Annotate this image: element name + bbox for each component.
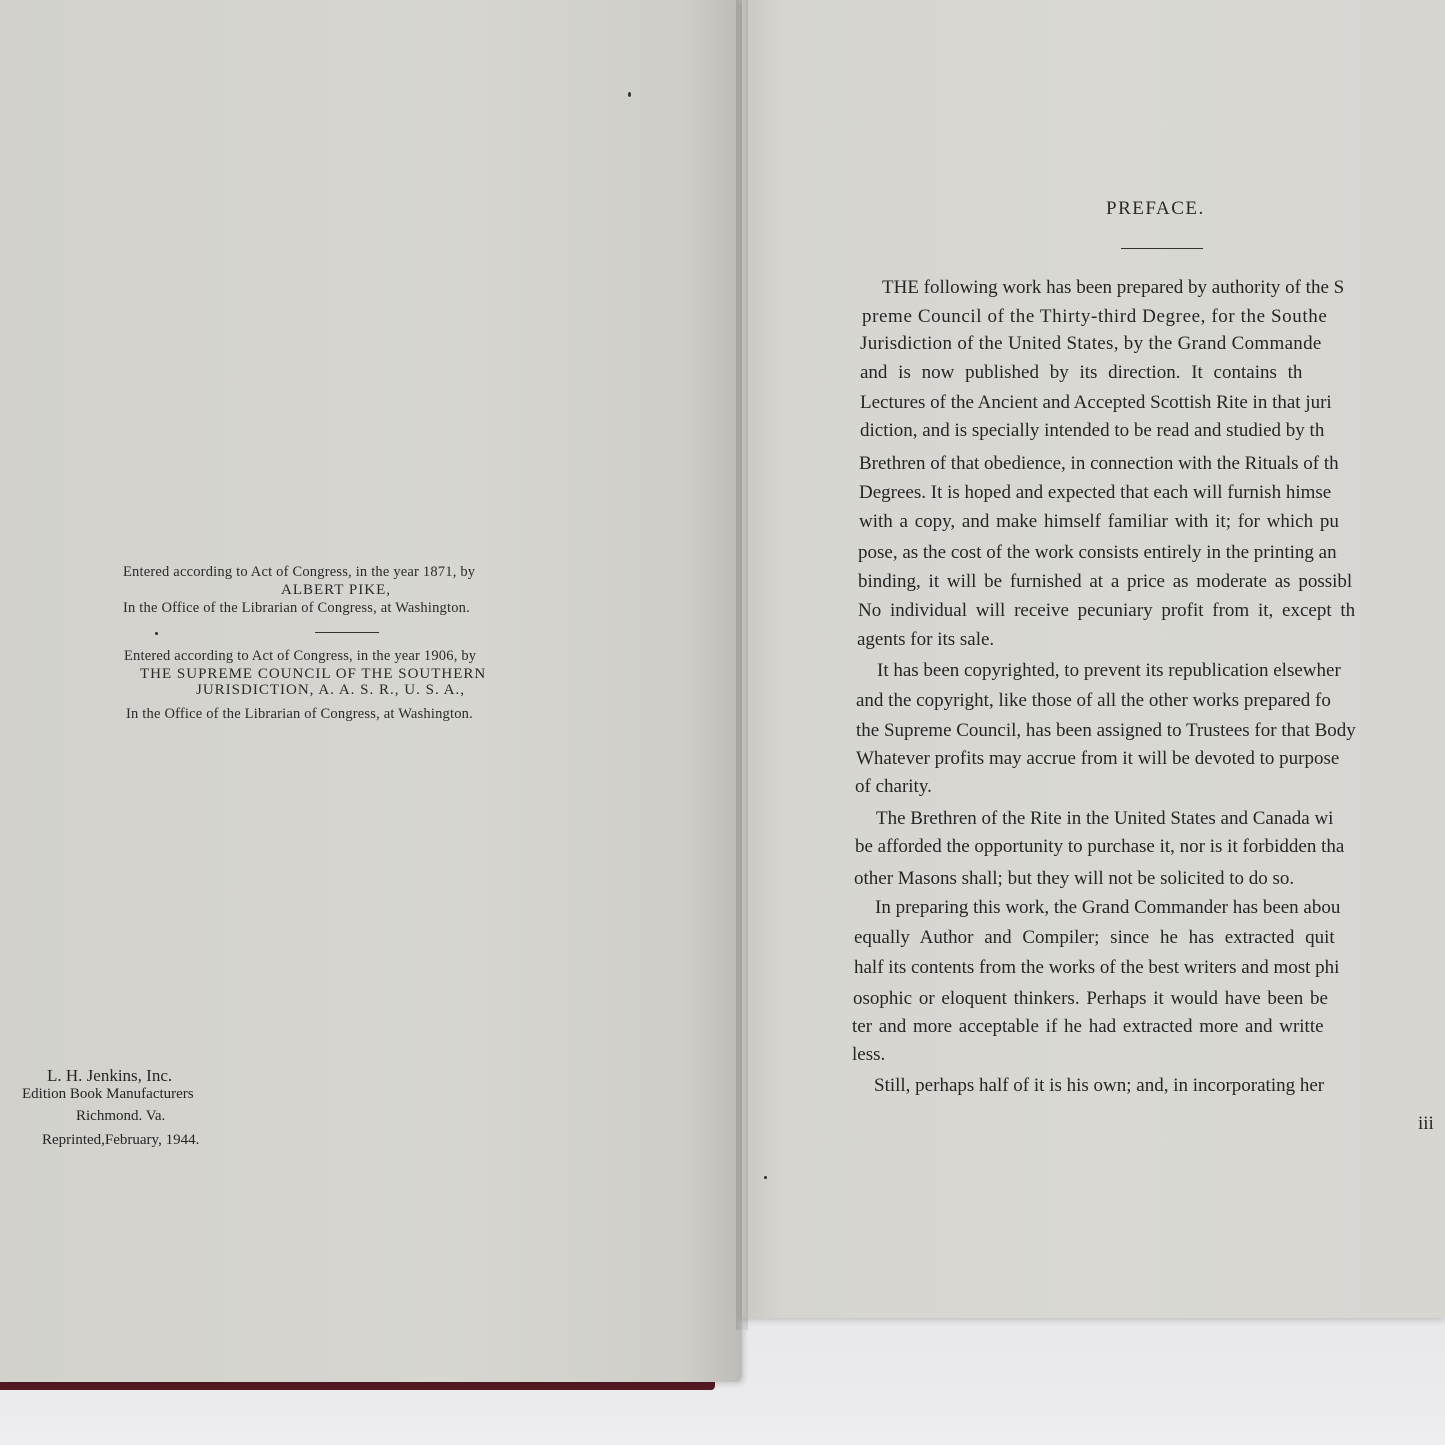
- copyright-line-1: Entered according to Act of Congress, in the year 1871, by: [123, 564, 476, 580]
- preface-line-22: In preparing this work, the Grand Commander has been abou: [875, 897, 1341, 918]
- preface-line-24: half its contents from the works of the best writers and most phi: [854, 957, 1340, 978]
- preface-line-26: ter and more acceptable if he had extracted more and writte: [852, 1016, 1324, 1037]
- copyright-line-5: THE SUPREME COUNCIL OF THE SOUTHERN: [140, 666, 487, 682]
- copyright-line-3: In the Office of the Librarian of Congress, at Washington.: [123, 600, 470, 616]
- preface-line-28: Still, perhaps half of it is his own; and, in incorporating her: [874, 1075, 1325, 1096]
- preface-line-13: agents for its sale.: [857, 629, 995, 650]
- preface-line-2: preme Council of the Thirty-third Degree, for the Southe: [862, 306, 1328, 327]
- preface-line-15: and the copyright, like those of all the other works prepared fo: [856, 690, 1331, 711]
- preface-line-17: Whatever profits may accrue from it will be devoted to purpose: [856, 748, 1340, 769]
- preface-line-14: It has been copyrighted, to prevent its republication elsewher: [877, 660, 1341, 681]
- preface-line-9: with a copy, and make himself familiar with it; for which pu: [859, 511, 1339, 532]
- printer-line-1: L. H. Jenkins, Inc.: [47, 1066, 173, 1085]
- printer-line-2: Edition Book Manufacturers: [22, 1086, 194, 1102]
- preface-line-18: of charity.: [855, 776, 932, 797]
- preface-line-4: and is now published by its direction. It contains th: [860, 362, 1303, 383]
- preface-line-27: less.: [852, 1044, 886, 1065]
- ink-speck: [764, 1176, 767, 1179]
- preface-line-16: the Supreme Council, has been assigned to Trustees for that Body: [856, 720, 1356, 741]
- preface-line-8: Degrees. It is hoped and expected that each will furnish himse: [859, 482, 1332, 503]
- printer-line-3: Richmond. Va.: [76, 1108, 166, 1124]
- ink-speck: [155, 632, 158, 635]
- copyright-line-2: ALBERT PIKE,: [281, 582, 391, 598]
- page-number: iii: [1418, 1113, 1434, 1134]
- preface-line-21: other Masons shall; but they will not be solicited to do so.: [854, 868, 1295, 889]
- copyright-line-6: JURISDICTION, A. A. S. R., U. S. A.,: [196, 682, 465, 698]
- preface-line-3: Jurisdiction of the United States, by the Grand Commande: [860, 333, 1322, 354]
- preface-line-1: THE following work has been prepared by authority of the S: [882, 277, 1345, 298]
- preface-line-10: pose, as the cost of the work consists entirely in the printing an: [858, 542, 1337, 563]
- preface-line-20: be afforded the opportunity to purchase it, nor is it forbidden tha: [855, 836, 1345, 857]
- preface-title: PREFACE.: [1106, 198, 1205, 219]
- copyright-divider: [315, 632, 379, 633]
- right-page: [742, 0, 1445, 1318]
- book-gutter: [736, 0, 748, 1330]
- preface-line-23: equally Author and Compiler; since he has extracted quit: [854, 927, 1335, 948]
- preface-line-7: Brethren of that obedience, in connection with the Rituals of th: [859, 453, 1339, 474]
- left-page: [0, 0, 742, 1382]
- preface-line-11: binding, it will be furnished at a price as moderate as possibl: [858, 571, 1353, 592]
- preface-line-6: diction, and is specially intended to be read and studied by th: [860, 420, 1325, 441]
- copyright-line-7: In the Office of the Librarian of Congress, at Washington.: [126, 706, 473, 722]
- ink-speck: [628, 92, 631, 97]
- preface-line-5: Lectures of the Ancient and Accepted Scottish Rite in that juri: [860, 392, 1332, 413]
- preface-line-12: No individual will receive pecuniary profit from it, except th: [858, 600, 1356, 621]
- preface-line-19: The Brethren of the Rite in the United States and Canada wi: [876, 808, 1334, 829]
- title-divider: [1121, 248, 1203, 249]
- printer-line-4: Reprinted,February, 1944.: [42, 1132, 200, 1148]
- preface-line-25: osophic or eloquent thinkers. Perhaps it would have been be: [853, 988, 1328, 1009]
- copyright-line-4: Entered according to Act of Congress, in the year 1906, by: [124, 648, 477, 664]
